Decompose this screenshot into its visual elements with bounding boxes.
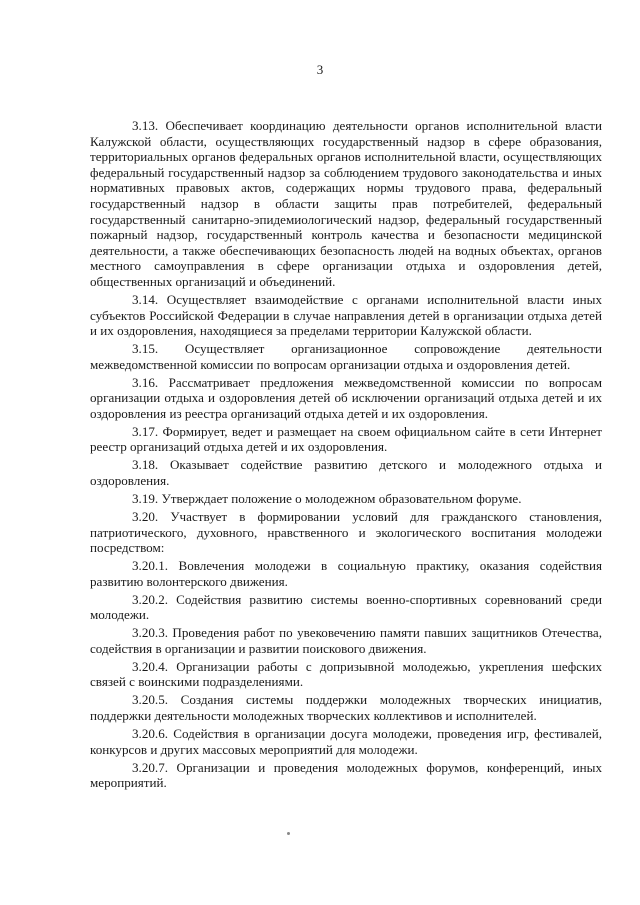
paragraph-3-20-5: 3.20.5. Создания системы поддержки молодежных творческих инициатив, поддержки деятельности молодежных творческих коллективов и исполнителей. <box>90 692 602 724</box>
paragraph-3-20-6: 3.20.6. Содействия в организации досуга молодежи, проведения игр, фестивалей, конкурсов и других массовых мероприятий для молодежи. <box>90 726 602 757</box>
paragraph-3-16: 3.16. Рассматривает предложения межведомственной комиссии по вопросам организации отдыха и оздоровления детей об исключении организаций отдыха детей и их оздоровления из реестра организаций отдыха детей и их оздоровления. <box>90 374 602 421</box>
paragraph-3-18: 3.18. Оказывает содействие развитию детского и молодежного отдыха и оздоровления. <box>90 457 602 489</box>
paragraph-3-14: 3.14. Осуществляет взаимодействие с органами исполнительной власти иных субъектов Российской Федерации в случае направления детей в организации отдыха детей и их оздоровления, находящиеся за пределами территории Калужской области. <box>90 291 602 339</box>
paragraph-3-17: 3.17. Формирует, ведет и размещает на своем официальном сайте в сети Интернет реестр организаций отдыха детей и их оздоровления. <box>90 423 602 455</box>
paragraph-3-20-3: 3.20.3. Проведения работ по увековечению памяти павших защитников Отечества, содействия в организации и развитии поискового движения. <box>90 625 602 656</box>
paragraph-3-13: 3.13. Обеспечивает координацию деятельности органов исполнительной власти Калужской области, осуществляющих государственный надзор в сфере образования, территориальных органов федеральных органов исполнительной власти, осуществляющих федеральный государственный надзор за соблюдением трудового законодательства и иных нормативных правовых актов, содержащих нормы трудового права, федеральный государственный надзор в области защиты прав потребителей, федеральный государственный санитарно-эпидемиологический надзор, федеральный государственный пожарный надзор, государственный контроль качества и безопасности медицинской деятельности, а также обеспечивающих безопасность людей на водных объектах, органов местного самоуправления в сфере организации отдыха и оздоровления детей, общественных организаций и объединений. <box>90 118 602 289</box>
paragraph-3-15: 3.15. Осуществляет организационное сопровождение деятельности межведомственной комиссии по вопросам организации отдыха и оздоровления детей. <box>90 341 602 372</box>
scan-dot <box>287 832 290 835</box>
paragraph-3-20: 3.20. Участвует в формировании условий для гражданского становления, патриотического, духовного, нравственного и экологического воспитания молодежи посредством: <box>90 508 602 556</box>
paragraph-3-20-2: 3.20.2. Содействия развитию системы военно-спортивных соревнований среди молодежи. <box>90 591 602 623</box>
document-body <box>90 118 602 793</box>
paragraph-3-19: 3.19. Утверждает положение о молодежном образовательном форуме. <box>132 491 522 506</box>
paragraph-3-20-4: 3.20.4. Организации работы с допризывной молодежью, укрепления шефских связей с воинскими подразделениями. <box>90 658 602 690</box>
paragraph-3-20-7: 3.20.7. Организации и проведения молодежных форумов, конференций, иных мероприятий. <box>90 759 602 791</box>
paragraph-3-20-1: 3.20.1. Вовлечения молодежи в социальную практику, оказания содействия развитию волонтерского движения. <box>90 558 602 589</box>
page-number: 3 <box>316 62 324 77</box>
